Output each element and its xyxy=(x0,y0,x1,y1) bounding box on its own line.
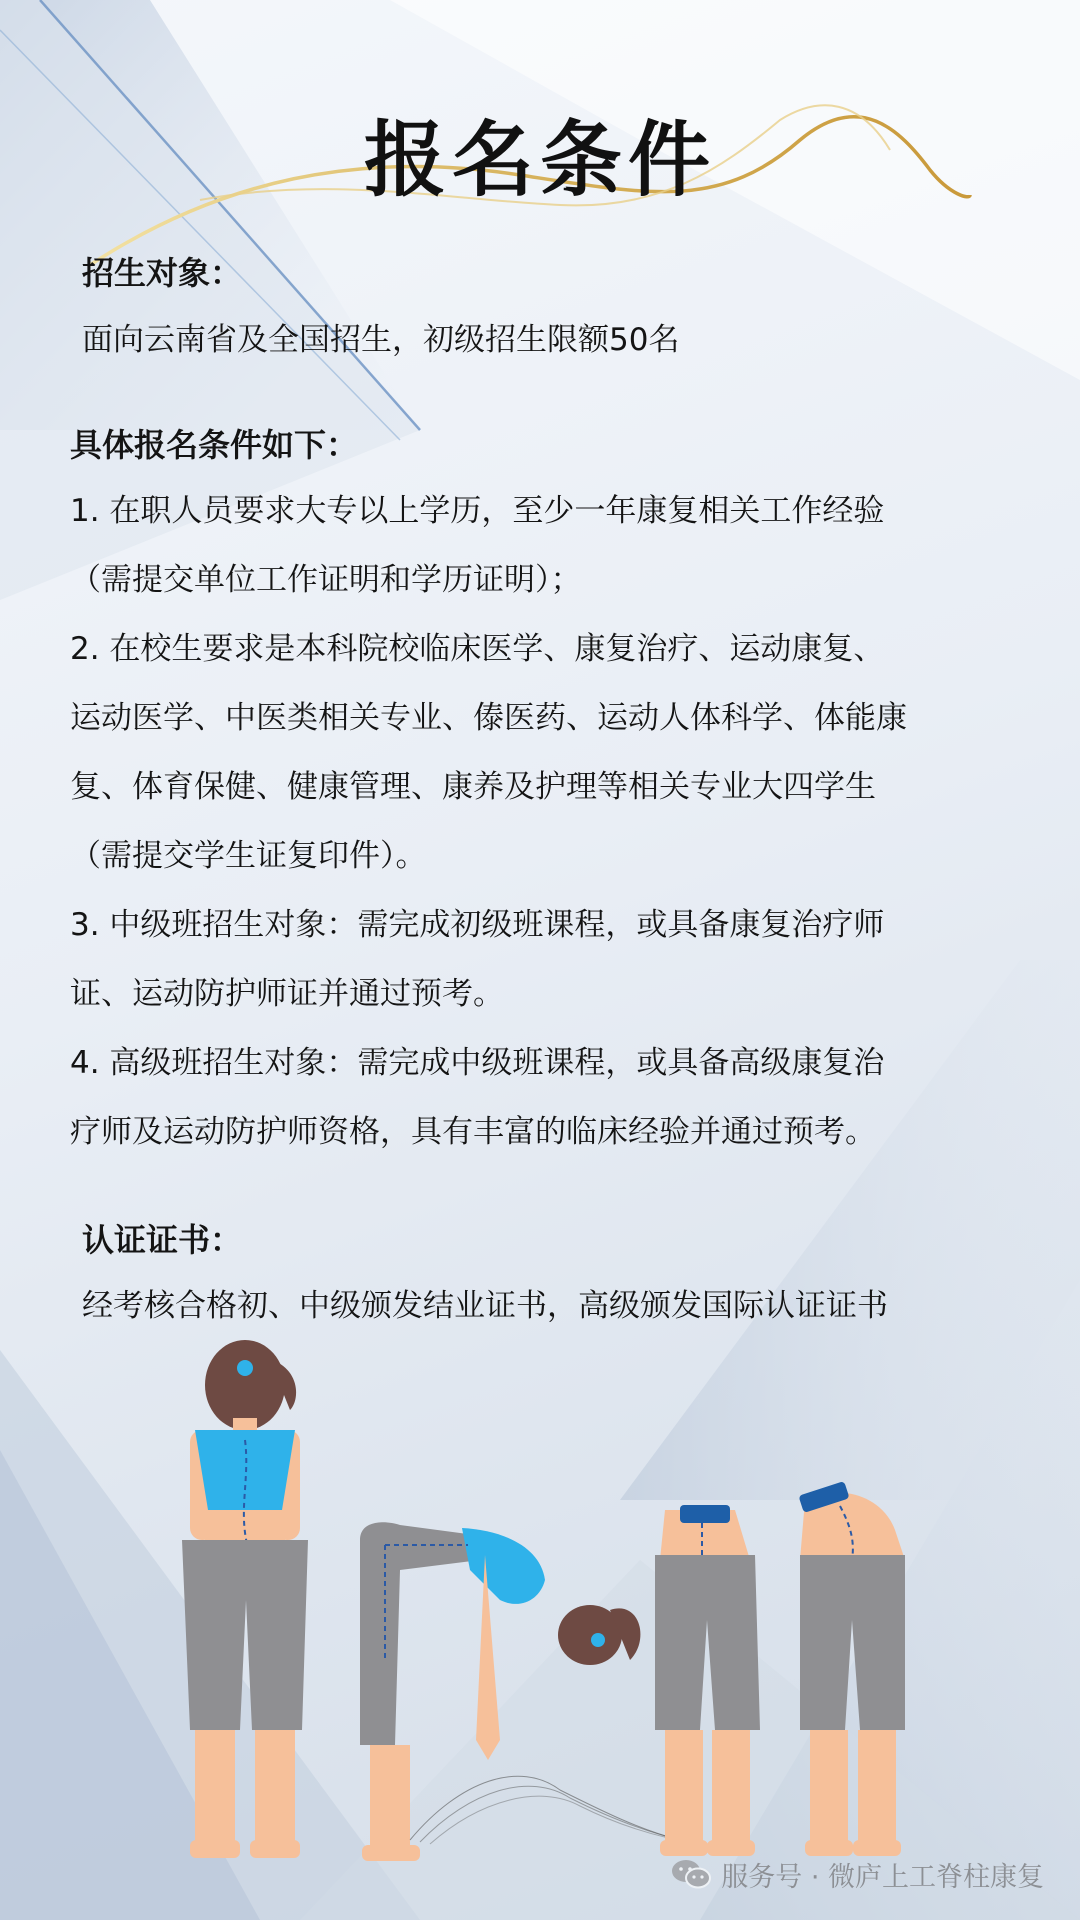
condition-4-line-1: 4. 高级班招生对象：需完成中级班课程，或具备高级康复治 xyxy=(70,1045,885,1081)
wechat-icon xyxy=(671,1857,711,1891)
condition-3-line-1: 3. 中级班招生对象：需完成初级班课程，或具备康复治疗师 xyxy=(70,907,885,943)
page-title: 报名条件 xyxy=(363,113,716,208)
condition-2-line-1: 2. 在校生要求是本科院校临床医学、康复治疗、运动康复、 xyxy=(70,631,885,667)
condition-2-line-3: 复、体育保健、健康管理、康养及护理等相关专业大四学生 xyxy=(70,769,876,805)
footer-text: 服务号 · 微庐上工脊柱康复 xyxy=(721,1861,1044,1893)
condition-2-line-4: （需提交学生证复印件）。 xyxy=(70,838,427,874)
cert-text-line: 经考核合格初、中级颁发结业证书，高级颁发国际认证证书 xyxy=(82,1288,888,1324)
bending-figure xyxy=(360,1522,700,1861)
condition-1-line-2: （需提交单位工作证明和学历证明）； xyxy=(70,562,582,598)
condition-4-line-2: 疗师及运动防护师资格，具有丰富的临床经验并通过预考。 xyxy=(70,1114,876,1150)
condition-3-line-2: 证、运动防护师证并通过预考。 xyxy=(70,976,504,1012)
condition-2-line-2: 运动医学、中医类相关专业、傣医药、运动人体科学、体能康 xyxy=(70,700,907,736)
cert-heading: 认证证书： xyxy=(82,1221,243,1259)
lower-back-figure-1 xyxy=(655,1505,760,1856)
lower-back-figure-2 xyxy=(798,1481,905,1856)
target-heading: 招生对象： xyxy=(82,254,243,292)
condition-1-line-1: 1. 在职人员要求大专以上学历，至少一年康复相关工作经验 xyxy=(70,493,885,529)
conditions-heading: 具体报名条件如下： xyxy=(70,426,359,464)
footer-watermark xyxy=(671,1854,1044,1894)
target-text-line: 面向云南省及全国招生，初级招生限额50名 xyxy=(82,322,680,358)
standing-figure xyxy=(182,1340,308,1858)
